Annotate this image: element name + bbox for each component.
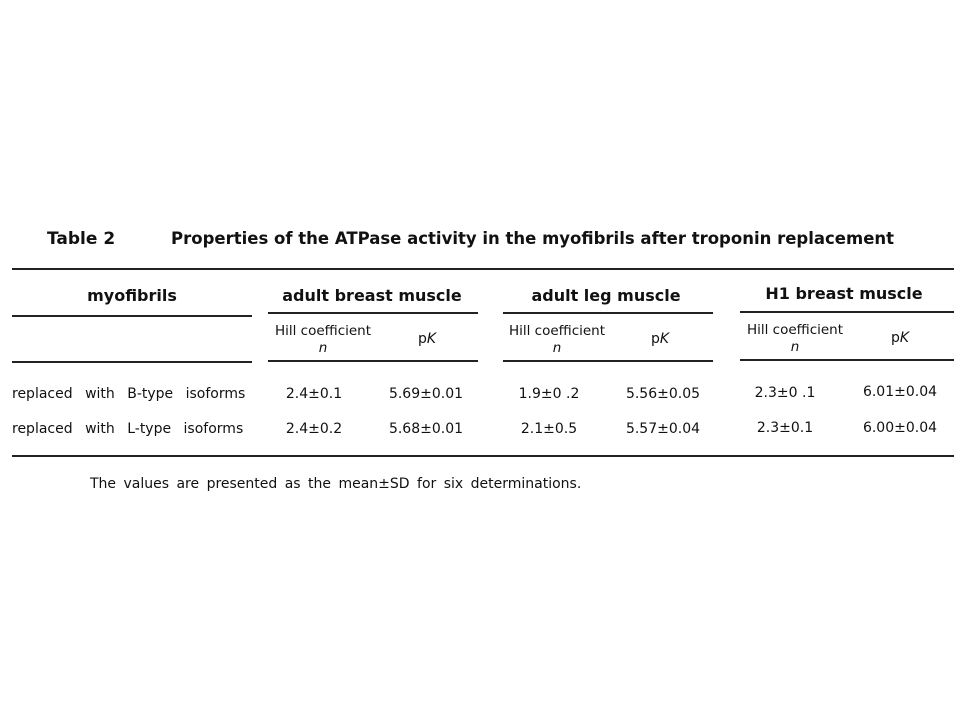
table-cell: 2.4±0.2 bbox=[285, 421, 343, 437]
table-title: Properties of the ATPase activity in the myofibrils after troponin replacement bbox=[171, 229, 895, 248]
table-cell: 1.9±0 .2 bbox=[518, 386, 580, 402]
sub-rule-myofibrils bbox=[12, 361, 252, 363]
table-cell: 2.4±0.1 bbox=[285, 386, 343, 402]
hill-coefficient-header: Hill coefficient n bbox=[746, 322, 844, 355]
sub-rule-h1-breast bbox=[740, 359, 954, 361]
hill-coefficient-header: Hill coefficient n bbox=[274, 323, 372, 356]
row-label: replaced with L-type isoforms bbox=[12, 421, 244, 437]
table-label: Table 2 bbox=[47, 229, 116, 249]
table-cell: 5.57±0.04 bbox=[625, 421, 701, 437]
group-rule-myofibrils bbox=[12, 315, 252, 317]
table-cell: 6.01±0.04 bbox=[862, 384, 938, 400]
group-rule-h1-breast bbox=[740, 311, 954, 313]
group-header: H1 breast muscle bbox=[765, 284, 923, 303]
top-rule bbox=[12, 268, 954, 270]
row-label: replaced with B-type isoforms bbox=[12, 386, 246, 402]
sub-rule-adult-breast bbox=[268, 360, 478, 362]
table-cell: 2.3±0 .1 bbox=[754, 385, 816, 401]
hill-coefficient-header: Hill coefficient n bbox=[508, 323, 606, 356]
table-cell: 6.00±0.04 bbox=[862, 420, 938, 436]
pk-header: pK bbox=[651, 331, 670, 347]
sub-rule-adult-leg bbox=[503, 360, 713, 362]
table-cell: 5.56±0.05 bbox=[625, 386, 701, 402]
row-header: myofibrils bbox=[87, 286, 177, 305]
table-cell: 2.1±0.5 bbox=[520, 421, 578, 437]
table-cell: 5.69±0.01 bbox=[388, 386, 464, 402]
group-header: adult leg muscle bbox=[531, 286, 681, 305]
pk-header: pK bbox=[418, 331, 437, 347]
table-footnote: The values are presented as the mean±SD for six determinations. bbox=[90, 476, 582, 492]
bottom-rule bbox=[12, 455, 954, 457]
table-cell: 2.3±0.1 bbox=[756, 420, 814, 436]
pk-header: pK bbox=[891, 330, 910, 346]
group-rule-adult-leg bbox=[503, 312, 713, 314]
table-cell: 5.68±0.01 bbox=[388, 421, 464, 437]
group-header: adult breast muscle bbox=[282, 286, 462, 305]
group-rule-adult-breast bbox=[268, 312, 478, 314]
